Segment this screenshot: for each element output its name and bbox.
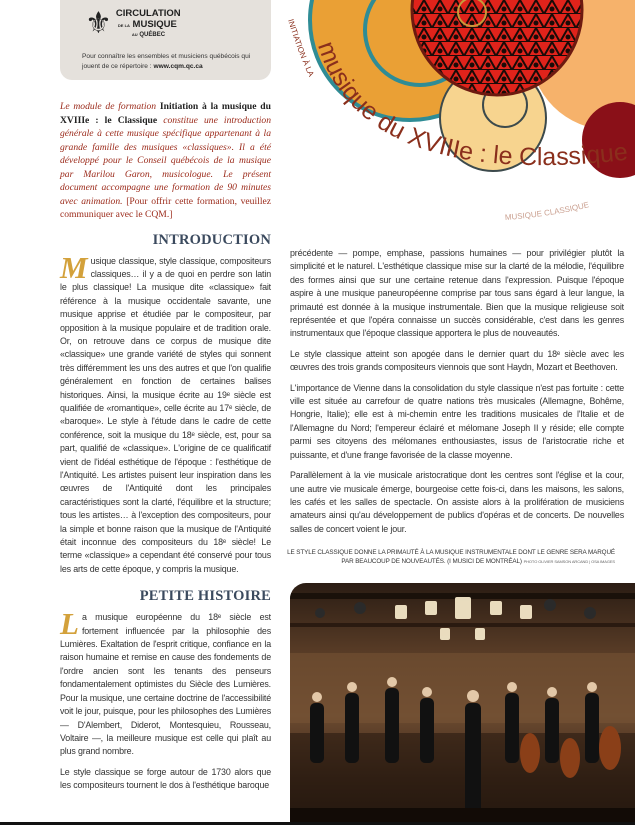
logo-text-1: CIRCULATION (115, 8, 181, 19)
heading-introduction: INTRODUCTION (152, 231, 271, 248)
paragraph: a musique européenne du 18ᵉ siècle est fortement influencée par la philosophie des Lumières. Exaltation de l'esprit critique, confiance en la raison humaine et remise en cause des fondements de l'ordre ancien sont les tenants des penseurs fondamentalement optimistes du Siècle des Lumières. Pour la musique, une certaine doctrine de l'accessibilité voit le jour, puisque, pour les philosophes des Lumières — D'Alembert, Diderot, Montesquieu, Rousseau, Voltaire —, la meilleure musique est celle qui plaît au plus grand nombre. (60, 612, 271, 757)
logo-text-2: MUSIQUE (132, 19, 177, 30)
histoire-continued (290, 247, 624, 543)
left-column (60, 100, 271, 804)
cqm-info-box (60, 0, 271, 80)
paragraph: précédente — pompe, emphase, passions humaines — pour privilégier plutôt la simplicité et le naturel. L'esthétique classique mise sur la clarté de la mélodie, l'équilibre des formes ainsi que sur une certaine retenue dans l'expression. Puisque l'époque aspire à une musique paneuropéenne comprise par tous sans égard à leur langue, la primauté est donnée à la musique instrumentale. Bien que la musique religieuse soit représentée et que l'opéra connaisse un succès considérable, c'est dans les genres instrumentaux que l'époque classique apportera le plus de nouveautés. (290, 248, 624, 339)
introduction-text (60, 249, 271, 584)
info-label: Pour connaître les ensembles et musiciens québécois qui jouent de ce répertoire : (82, 53, 251, 70)
histoire-text (60, 606, 271, 799)
caption-text: LE STYLE CLASSIQUE DONNE LA PRIMAUTÉ À LA MUSIQUE INSTRUMENTALE DONT LE GENRE SERA MARQUÉ PAR BEAUCOUP DE NOUVEAUTÉS. (I MUSICI DE MONTRÉAL) (287, 549, 615, 565)
title-kicker: INITIATION À LA (286, 17, 316, 78)
cqm-logo (85, 8, 181, 39)
right-column (287, 247, 635, 570)
intro-part-4: [Pour offrir cette formation, veuillez communiquer avec le CQM.] (60, 195, 271, 220)
info-text (82, 52, 262, 72)
heading-petite-histoire: PETITE HISTOIRE (139, 588, 271, 605)
dropcap: L (60, 606, 79, 642)
intro-paragraph (60, 100, 271, 222)
orchestra-illustration (290, 583, 635, 825)
module-title: Initiation à la musique du XVIIIe : le Classique (60, 101, 271, 126)
photo-credit: PHOTO OLIVIER SAMSON ARCAND | OSA IMAGES (523, 558, 615, 564)
website-link[interactable]: www.cqm.qc.ca (153, 63, 203, 70)
dropcap: M (60, 249, 88, 285)
title-main: musique du XVIIIe : le Classique (312, 37, 630, 172)
logo-text-3: QUÉBEC (139, 32, 166, 38)
title-graphic (280, 0, 635, 225)
paragraph: Parallèlement à la vie musicale aristocratique dont les centres sont l'église et la cour, une autre vie musicale émerge, bourgeoise cette fois-ci, dans les maisons, les salons, les cafés et les salles de spectacle. On assiste alors à la prolifération de musiciens amateurs ainsi qu'au développement de publics d'opéras et de concerts. De nouvelles salles de concert voient le jour. (290, 470, 624, 534)
intro-part-3: constitue une introduction générale à cette musique spécifique appartenant à la grande famille des musiques «classiques». Il a été développé pour le Conseil québécois de la musique par Marilou Garon, musicologue. Le présent document accompagne une formation de 90 minutes avec animation. (60, 114, 271, 207)
paragraph: L'importance de Vienne dans la consolidation du style classique n'est pas fortuite : cette ville est située au carrefour de quatre nations très musicales (Allemagne, Bohême, Hongrie, Italie); elle est à mi-chemin entre les traditions musicales de l'Italie et de l'Allemagne du Nord; l'empereur éclairé et mélomane Joseph II y réside; elle compte parmi ses citoyens des mélomanes enthousiastes, issus de l'aristocratie riche et puissante, et d'une frange favorisée de la classe moyenne. (290, 382, 624, 460)
concert-photo (290, 583, 635, 825)
fleur-de-lis-icon: ⚜ (85, 6, 112, 40)
logo-small-2: AU (131, 32, 138, 37)
photo-caption (285, 549, 615, 566)
paragraph: Le style classique se forge autour de 1730 alors que les compositeurs tournent le dos à l'esthétique baroque (60, 766, 271, 791)
intro-part-1: Le module de formation (60, 101, 160, 112)
logo-small-1: DE LA (117, 23, 130, 28)
title-subtitle: MUSIQUE CLASSIQUE (504, 200, 590, 222)
paragraph: usique classique, style classique, compositeurs classiques… il y a de quoi en perdre son latin le plus classique! La musique dite «classique» fait référence à la musique occidentale savante, une musique apprise et étudiée par le compositeur, par opposition à la musique populaire et de tradition orale. Or, on retrouve dans ce corpus de musique dite «classique» une grande variété de styles qui sonnent très différemment les uns des autres et que l'on qualifie généralement en fonction de certaines balises historiques. Ainsi, la musique écrite au 19ᵉ siècle est qualifiée de «romantique», celle écrite au 17ᵉ siècle, de «baroque». Le style à l'étude dans le cadre de cette conférence, soit la musique du 18ᵉ siècle, est, pour sa part, qualifié de «classique». L'origine de ce qualificatif vient de l'idéal esthétique de l'époque : l'esthétique de l'Antiquité. Les artistes puisent leur inspiration dans les œuvres de l'Antiquité dont les principales caractéristiques sont la clarté, l'équilibre et la structure; tous les artistes… à l'exception des compositeurs, pour la simple et bonne raison que la musique de l'Antiquité était inconnue des compositeurs du 18ᵉ siècle! Le terme «classique» a cependant été conservé pour tous les arts de cette époque, y compris la musique. (60, 255, 271, 574)
paragraph: Le style classique atteint son apogée dans le dernier quart du 18ᵉ siècle avec les œuvres des trois grands compositeurs viennois que sont Haydn, Mozart et Beethoven. (290, 348, 624, 373)
